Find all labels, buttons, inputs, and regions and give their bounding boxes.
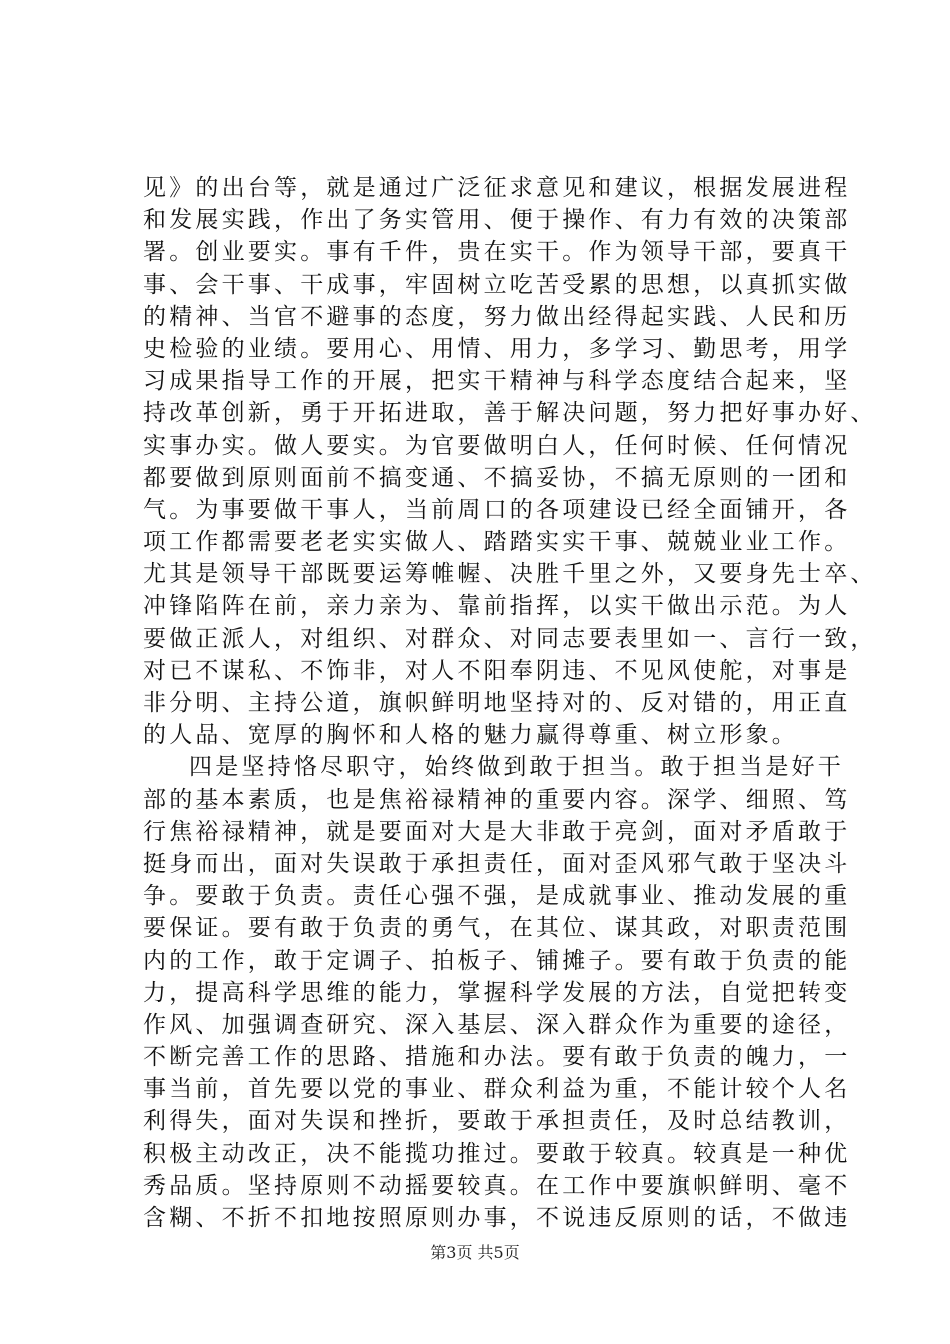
page-number-label: 第3页 共5页 — [430, 1243, 520, 1262]
text-line: 的精神、当官不避事的态度，努力做出经得起实践、人民和历 — [143, 303, 851, 330]
text-line: 尤其是领导干部既要运筹帷幄、决胜千里之外，又要身先士卒、 — [143, 561, 877, 588]
text-line: 持改革创新，勇于开拓进取，善于解决问题，努力把好事办好、 — [143, 400, 877, 427]
text-line: 秀品质。坚持原则不动摇要较真。在工作中要旗帜鲜明、毫不 — [143, 1172, 851, 1199]
text-line: 项工作都需要老老实实做人、踏踏实实干事、兢兢业业工作。 — [143, 529, 851, 556]
text-line: 作风、加强调查研究、深入基层、深入群众作为重要的途径， — [143, 1011, 851, 1038]
document-body — [143, 172, 877, 1234]
text-line: 不断完善工作的思路、措施和办法。要有敢于负责的魄力，一 — [143, 1044, 851, 1071]
text-line: 力，提高科学思维的能力，掌握科学发展的方法，自觉把转变 — [143, 979, 851, 1006]
paragraph-start-line: 四是坚持恪尽职守，始终做到敢于担当。敢于担当是好干 — [189, 754, 844, 781]
text-line: 利得失，面对失误和挫折，要敢于承担责任，及时总结教训， — [143, 1108, 851, 1135]
text-line: 署。创业要实。事有千件，贵在实干。作为领导干部，要真干 — [143, 239, 851, 266]
text-line: 和发展实践，作出了务实管用、便于操作、有力有效的决策部 — [143, 207, 851, 234]
text-line: 非分明、主持公道，旗帜鲜明地坚持对的、反对错的，用正直 — [143, 690, 851, 716]
text-line: 事、会干事、干成事，牢固树立吃苦受累的思想，以真抓实做 — [143, 271, 851, 298]
text-line: 事当前，首先要以党的事业、群众利益为重，不能计较个人名 — [143, 1076, 851, 1103]
page-footer — [0, 1243, 950, 1263]
text-line: 含糊、不折不扣地按照原则办事，不说违反原则的话，不做违 — [143, 1205, 851, 1231]
text-line: 见》的出台等，就是通过广泛征求意见和建议，根据发展进程 — [143, 175, 851, 201]
text-line: 行焦裕禄精神，就是要面对大是大非敢于亮剑，面对矛盾敢于 — [143, 818, 851, 845]
text-line: 对已不谋私、不饰非，对人不阳奉阴违、不见风使舵，对事是 — [143, 657, 851, 684]
text-line: 内的工作，敢于定调子、拍板子、铺摊子。要有敢于负责的能 — [143, 947, 851, 974]
text-line: 要做正派人，对组织、对群众、对同志要表里如一、言行一致， — [143, 625, 877, 652]
text-line: 挺身而出，面对失误敢于承担责任，面对歪风邪气敢于坚决斗 — [143, 850, 851, 877]
text-line: 争。要敢于负责。责任心强不强，是成就事业、推动发展的重 — [143, 883, 851, 910]
text-line: 史检验的业绩。要用心、用情、用力，多学习、勤思考，用学 — [143, 335, 851, 362]
text-line: 实事办实。做人要实。为官要做明白人，任何时候、任何情况 — [143, 432, 851, 459]
text-line: 积极主动改正，决不能揽功推过。要敢于较真。较真是一种优 — [143, 1140, 851, 1167]
text-line: 要保证。要有敢于负责的勇气，在其位、谋其政，对职责范围 — [143, 915, 851, 942]
text-line: 习成果指导工作的开展，把实干精神与科学态度结合起来，坚 — [143, 368, 851, 395]
text-line: 部的基本素质，也是焦裕禄精神的重要内容。深学、细照、笃 — [143, 786, 851, 813]
text-line: 冲锋陷阵在前，亲力亲为、靠前指挥，以实干做出示范。为人 — [143, 593, 851, 620]
text-line: 气。为事要做干事人，当前周口的各项建设已经全面铺开，各 — [143, 496, 851, 523]
text-line: 都要做到原则面前不搞变通、不搞妥协，不搞无原则的一团和 — [143, 464, 851, 491]
text-line: 的人品、宽厚的胸怀和人格的魅力赢得尊重、树立形象。 — [143, 722, 798, 749]
